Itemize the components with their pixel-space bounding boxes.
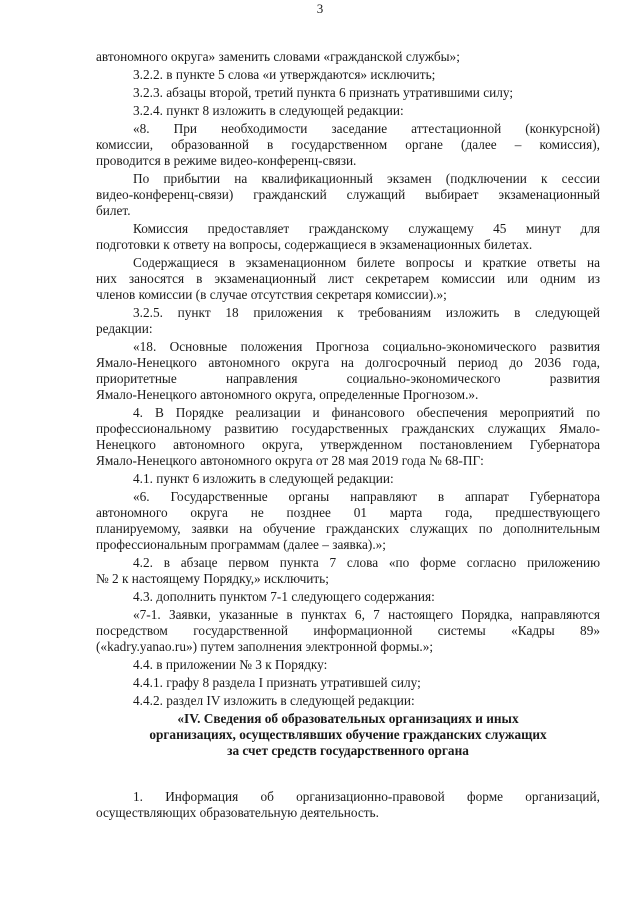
- text-line: Комиссия предоставляет гражданскому служащему 45 минут для: [133, 222, 600, 236]
- text-line: проводится в режиме видео-конференц-связи.: [96, 153, 357, 168]
- text-line: автономного округа не позднее 01 марта года, предшествующего: [96, 506, 600, 520]
- text-line: 4.1. пункт 6 изложить в следующей редакции:: [133, 471, 394, 486]
- text-line: Ямало-Ненецкого автономного округа, определенные Прогнозом.».: [96, 387, 479, 402]
- text-line: 4.2. в абзаце первом пункта 7 слова «по форме согласно приложению: [133, 556, 600, 570]
- text-line: комиссии, образованной в государственном органе (далее – комиссия),: [96, 138, 600, 152]
- text-line: приоритетные направления социально-экономического развития: [96, 372, 600, 386]
- text-line: профессиональному развитию государственных гражданских служащих Ямало-: [96, 422, 600, 436]
- text-line: членов комиссии (в случае отсутствия секретаря комиссии).»;: [96, 287, 447, 302]
- text-line: них заносятся в экзаменационный лист секретарем комиссии или одним из: [96, 272, 600, 286]
- text-line: № 2 к настоящему Порядку,» исключить;: [96, 571, 329, 586]
- text-line: подготовки к ответу на вопросы, содержащиеся в экзаменационных билетах.: [96, 237, 533, 252]
- text-line: 3.2.3. абзацы второй, третий пункта 6 признать утратившими силу;: [133, 85, 514, 100]
- text-line: профессиональным программам (далее – заявка).»;: [96, 537, 386, 552]
- text-line: 3.2.4. пункт 8 изложить в следующей редакции:: [133, 103, 404, 118]
- text-line: «7-1. Заявки, указанные в пунктах 6, 7 настоящего Порядка, направляются: [133, 608, 600, 622]
- text-line: посредством государственной информационной системы «Кадры 89»: [96, 624, 600, 638]
- text-line: Ямало-Ненецкого автономного округа от 28 мая 2019 года № 68-ПГ:: [96, 453, 484, 468]
- text-line: 4.3. дополнить пунктом 7-1 следующего содержания:: [133, 589, 435, 604]
- text-line: («kadry.yanao.ru») путем заполнения электронной формы.»;: [96, 639, 434, 654]
- text-line: 4.4.2. раздел IV изложить в следующей редакции:: [133, 693, 415, 708]
- text-line: Содержащиеся в экзаменационном билете вопросы и краткие ответы на: [133, 256, 600, 270]
- section-heading-line-2: организациях, осуществлявших обучение гражданских служащих: [149, 727, 547, 742]
- text-line: 3.2.5. пункт 18 приложения к требованиям изложить в следующей: [133, 306, 600, 320]
- text-line: «6. Государственные органы направляют в аппарат Губернатора: [133, 490, 600, 504]
- text-line: Ненецкого автономного округа, утвержденном постановлением Губернатора: [96, 438, 600, 452]
- text-line: билет.: [96, 203, 131, 218]
- text-line: По прибытии на квалификационный экзамен (подключении к сессии: [133, 172, 600, 186]
- text-line: осуществляющих образовательную деятельность.: [96, 805, 379, 820]
- text-line: 4.4.1. графу 8 раздела I признать утратившей силу;: [133, 675, 421, 690]
- page-number: 3: [316, 1, 324, 16]
- text-line: редакции:: [96, 321, 153, 336]
- text-line: автономного округа» заменить словами «гражданской службы»;: [96, 49, 460, 64]
- text-line: «18. Основные положения Прогноза социально-экономического развития: [133, 340, 600, 354]
- section-heading-line-1: «IV. Сведения об образовательных организациях и иных: [177, 711, 519, 726]
- text-line: 1. Информация об организационно-правовой форме организаций,: [133, 790, 600, 804]
- text-line: видео-конференц-связи) гражданский служащий выбирает экзаменационный: [96, 188, 600, 202]
- text-line: 4. В Порядке реализации и финансового обеспечения мероприятий по: [133, 406, 600, 420]
- section-heading-line-3: за счет средств государственного органа: [227, 743, 469, 758]
- text-line: 4.4. в приложении № 3 к Порядку:: [133, 657, 328, 672]
- text-line: «8. При необходимости заседание аттестационной (конкурсной): [133, 122, 600, 136]
- text-line: Ямало-Ненецкого автономного округа на долгосрочный период до 2036 года,: [96, 356, 600, 370]
- text-line: 3.2.2. в пункте 5 слова «и утверждаются» исключить;: [133, 67, 436, 82]
- text-line: планируемому, заявки на обучение гражданских служащих по дополнительным: [96, 522, 600, 536]
